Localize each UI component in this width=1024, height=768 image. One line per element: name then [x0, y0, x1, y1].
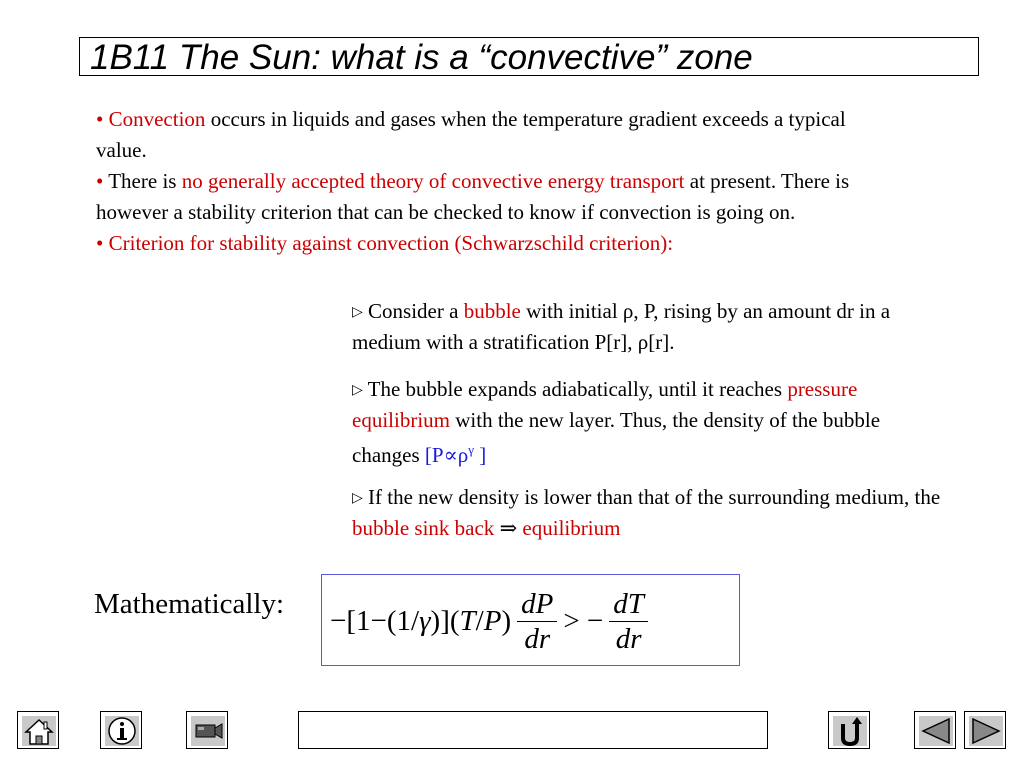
home-icon: [18, 712, 60, 750]
triangle-bullet-icon: ▷: [352, 490, 363, 506]
title-box: [79, 37, 979, 76]
subpoint-text: Consider a: [362, 299, 464, 323]
bullet-criterion: [96, 228, 896, 259]
camera-icon: [187, 712, 229, 750]
camera-button[interactable]: [186, 711, 228, 749]
eq-part: ): [501, 604, 512, 637]
fraction-dp-dr: [517, 587, 557, 656]
subpoint-text: If the new density is lower than that of the surrounding medium, the: [362, 485, 941, 509]
fraction-numerator: dT: [609, 587, 648, 622]
subpoint-text: with the new layer. Thus, the density of the bubble changes: [352, 408, 881, 467]
subpoint-bubble: [352, 296, 952, 357]
bullet-text: There is: [103, 169, 182, 193]
home-button[interactable]: [17, 711, 59, 749]
eq-part: −[1−(1/: [330, 604, 420, 637]
fraction-denominator: dr: [524, 622, 551, 655]
return-icon: [829, 712, 871, 750]
bullet-marker: •: [96, 169, 104, 193]
fraction-dt-dr: [609, 587, 648, 656]
eq-part: /: [475, 604, 484, 637]
slide-title: 1B11 The Sun: what is a “convective” zone: [90, 38, 753, 77]
fraction-numerator: dP: [517, 587, 557, 622]
back-button[interactable]: [914, 711, 956, 749]
info-icon: [101, 712, 143, 750]
info-button[interactable]: [100, 711, 142, 749]
implies-arrow: ⇒: [494, 516, 523, 540]
mathematically-label: Mathematically:: [94, 588, 285, 620]
subpoint-expansion: [352, 374, 952, 470]
subpoint-text: The bubble expands adiabatically, until it reaches: [362, 377, 788, 401]
forward-button[interactable]: [964, 711, 1006, 749]
forward-arrow-icon: [965, 712, 1007, 750]
term-criterion: Criterion for stability against convection (Schwarzschild criterion):: [103, 231, 674, 255]
bullet-no-theory: [96, 166, 896, 228]
term-equilibrium: equilibrium: [522, 516, 621, 540]
relation-text: [P∝ρ: [424, 443, 469, 467]
subpoint-text: with initial ρ, P, rising by an amount dr in a medium with a stratification P[r], ρ[r].: [352, 299, 891, 354]
relation-close: ]: [474, 443, 487, 467]
schwarzschild-equation: [330, 579, 735, 663]
eq-part: )](: [430, 604, 460, 637]
term-convection: Convection: [108, 107, 206, 131]
back-arrow-icon: [915, 712, 957, 750]
triangle-bullet-icon: ▷: [352, 382, 363, 398]
bullet-marker: •: [96, 107, 104, 131]
main-bullets: [96, 104, 896, 259]
term-bubble-sink-back: bubble sink back: [352, 516, 495, 540]
eq-T: T: [459, 604, 476, 637]
eq-gamma: γ: [419, 604, 431, 637]
equation-box: [321, 574, 740, 666]
fraction-denominator: dr: [615, 622, 642, 655]
subpoint-sink-back: [352, 482, 952, 543]
term-pressure-equilibrium: pressure equilibrium: [352, 377, 858, 432]
adiabatic-relation: [425, 443, 486, 467]
return-button[interactable]: [828, 711, 870, 749]
term-bubble: bubble: [463, 299, 521, 323]
triangle-bullet-icon: ▷: [352, 304, 363, 320]
bullet-convection: [96, 104, 896, 166]
eq-P: P: [483, 604, 502, 637]
eq-part: > −: [563, 604, 604, 637]
bullet-text: at present. There is however a stability criterion that can be checked to know if convection is going on.: [96, 169, 850, 224]
term-no-theory: no generally accepted theory of convective energy transport: [181, 169, 685, 193]
bullet-marker: •: [96, 231, 104, 255]
bullet-text: occurs in liquids and gases when the temperature gradient exceeds a typical value.: [96, 107, 846, 162]
navigation-field[interactable]: [298, 711, 768, 749]
relation-exponent: γ: [468, 442, 475, 457]
